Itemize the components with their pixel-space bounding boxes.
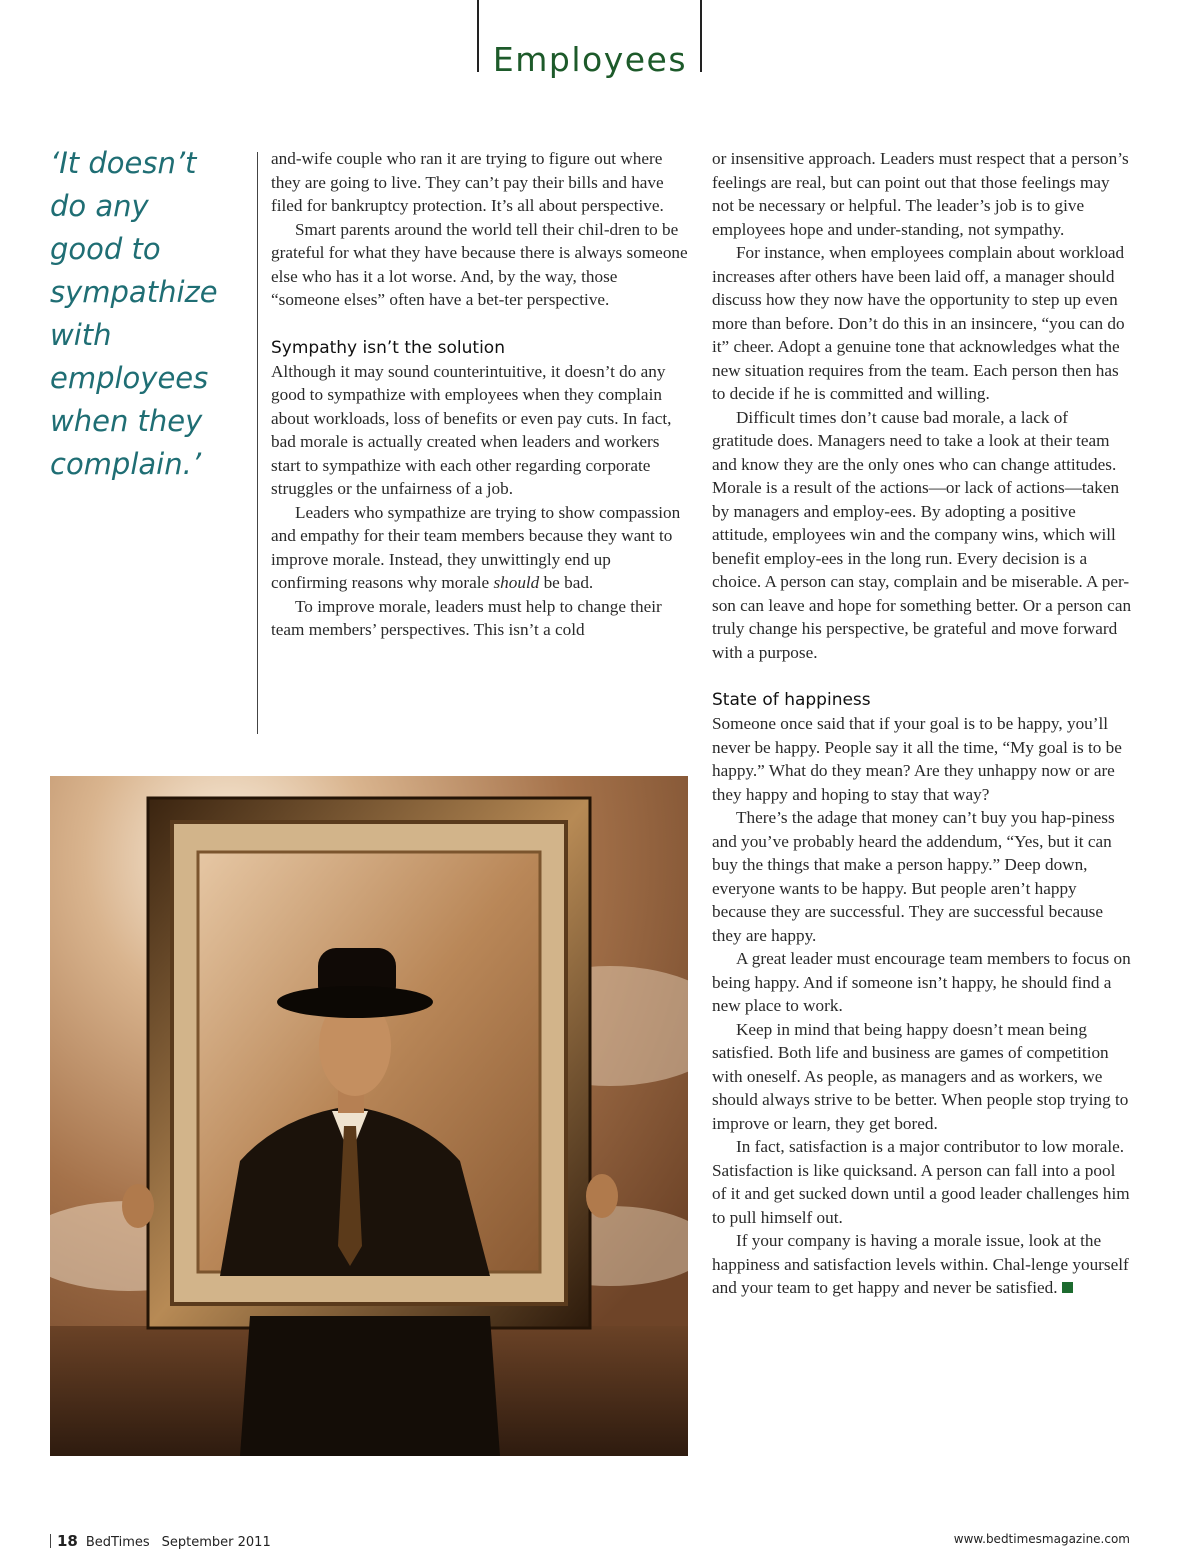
paragraph: and-wife couple who ran it are trying to figure out where they are going to live. They can’t pay their bills and have filed for bankruptcy protection. It’s all about perspective. — [271, 149, 664, 215]
pull-quote: ‘It doesn’t do any good to sympathize with employees when they complain.’ — [50, 146, 218, 481]
paragraph: Keep in mind that being happy doesn’t mean being satisfied. Both life and business are games of competition with oneself. As people, as managers and as workers, we should always strive to be better. When people stop trying to improve or learn, they get bored. — [712, 1019, 1129, 1133]
section-title: Employees — [492, 40, 688, 79]
right-hand — [586, 1174, 618, 1218]
article-column-1 — [271, 147, 689, 642]
paragraph: A great leader must encourage team members to focus on being happy. And if someone isn’t happy, he should find a new place to work. — [712, 949, 1131, 1015]
left-hand — [122, 1184, 154, 1228]
paragraph: or insensitive approach. Leaders must respect that a person’s feelings are real, but can point out that those feelings may not be necessary or helpful. The leader’s job is to give employees hope and under-standing, not sympathy. — [712, 149, 1129, 239]
end-of-article-square-icon — [1062, 1282, 1073, 1293]
paragraph: Difficult times don’t cause bad morale, a lack of gratitude does. Managers need to take a look at their team and know they are the only ones who can change attitudes. Morale is a result of the actions—or lack of actions—taken by managers and employ-ees. By adopting a positive attitude, employees win and the company wins, which will benefit employ-ees in the long run. Every decision is a choice. A person can stay, complain and be miserable. A per-son can leave and hope for something better. Or a person can truly change his perspective, be grateful and move forward with a purpose. — [712, 407, 1132, 662]
suit-lower — [240, 1316, 500, 1456]
paragraph: To improve morale, leaders must help to change their team members’ perspectives. This isn’t a cold — [271, 596, 662, 639]
subheading-sympathy: Sympathy isn’t the solution — [271, 337, 505, 358]
paragraph: Someone once said that if your goal is to be happy, you’ll never be happy. People say it all the time, “My goal is to be happy.” What do they mean? Are they unhappy now or are they happy and hoping to stay that way? — [712, 714, 1122, 804]
paragraph: There’s the adage that money can’t buy you hap-piness and you’ve probably heard the addendum, “Yes, but it can buy the things that make a person happy.” Deep down, everyone wants to be happy. But people aren’t happy because they are successful. They are successful because they are happy. — [712, 808, 1115, 945]
paragraph: Smart parents around the world tell their chil-dren to be grateful for what they have because there is always someone else who has it a lot worse. And, by the way, those “someone elses” often have a bet-ter perspective. — [271, 219, 688, 309]
emphasis: should — [493, 573, 540, 592]
hat-brim — [277, 986, 433, 1018]
text-run: be bad. — [539, 573, 594, 592]
page-number: 18 — [57, 1532, 78, 1550]
text-run: Leaders who sympathize are trying to show compassion and empathy for their team members because they want to improve morale. Instead, they unwittingly end up confirming reasons why morale — [271, 502, 681, 592]
text-run: If your company is having a morale issue, look at the happiness and satisfaction levels within. Chal-lenge yourself and your team to get happy and never be satisfied. — [712, 1231, 1129, 1297]
footer-left — [50, 1532, 271, 1550]
issue-date: September 2011 — [161, 1535, 271, 1550]
article-column-2 — [712, 147, 1132, 1300]
photo-man-holding-frame — [50, 776, 688, 1456]
subheading-happiness: State of happiness — [712, 690, 871, 710]
footer-pipe-divider — [50, 1534, 51, 1548]
paragraph — [271, 501, 689, 595]
paragraph: For instance, when employees complain about workload increases after others have been laid off, a manager should discuss how they now have the opportunity to step up even more than before. Don’t do this in an insincere, “you can do it” cheer. Adopt a genuine tone that acknowledges what the new situation requires from the team. Each person then has to decide if he is committed and willing. — [712, 243, 1125, 403]
paragraph: In fact, satisfaction is a major contributor to low morale. Satisfaction is like quicksand. A person can fall into a pool of it and get sucked down until a good leader challenges him to pull himself out. — [712, 1137, 1130, 1227]
magazine-name: BedTimes — [85, 1535, 150, 1550]
column-divider — [257, 152, 258, 734]
footer-website: www.bedtimesmagazine.com — [953, 1532, 1130, 1546]
paragraph: Although it may sound counterintuitive, it doesn’t do any good to sympathize with employees when they complain about workloads, loss of benefits or even pay cuts. In fact, bad morale is actually created when leaders and workers start to sympathize with each other regarding corporate struggles or the unfairness of a job. — [271, 361, 672, 498]
paragraph — [712, 1229, 1132, 1300]
